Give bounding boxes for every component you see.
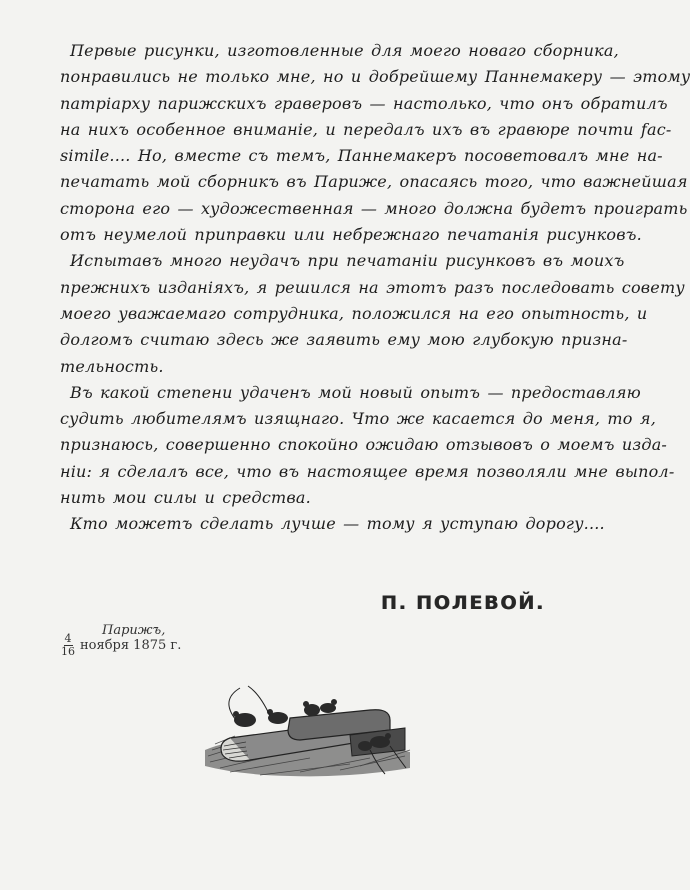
text-line: понравились не только мне, но и добрейшему Паннемакеру — этому [60, 67, 690, 87]
text-line: на нихъ особенное вниманіе, и передалъ ихъ въ гравюре почти fac- [60, 119, 672, 139]
text-line: признаюсь, совершенно спокойно ожидаю отзывовъ о моемъ изда- [60, 435, 668, 455]
text-line: нить мои силы и средства. [60, 488, 311, 508]
date [61, 633, 181, 658]
mice-on-books-vignette [200, 680, 420, 780]
day-numerator: 4 [64, 632, 72, 645]
text-line: долгомъ считаю здесь же заявить ему мою глубокую призна- [60, 330, 628, 350]
text-line: печатать мой сборникъ въ Париже, опасаясь того, что важнейшая [60, 172, 688, 192]
text-line: отъ неумелой приправки или небрежнаго печатанія рисунковъ. [60, 225, 642, 245]
text-line: Въ какой степени удаченъ мой новый опытъ — предоставляю [70, 382, 641, 402]
text-line: Первые рисунки, изготовленные для моего новаго сборника, [70, 41, 619, 60]
place-of-writing: Парижъ, [102, 623, 166, 638]
text-line: патріарху парижскихъ граверовъ — настолько, что онъ обратилъ [60, 93, 668, 113]
author-signature: П. ПОЛЕВОЙ. [381, 592, 546, 614]
text-line: прежнихъ изданіяхъ, я решился на этотъ разъ последовать совету [60, 277, 685, 297]
text-line: судить любителямъ изящнаго. Что же касается до меня, то я, [60, 409, 656, 429]
text-line: Испытавъ много неудачъ при печатаніи рисунковъ въ моихъ [70, 251, 625, 271]
text-line: ніи: я сделалъ все, что въ настоящее время позволяли мне выпол- [60, 461, 675, 481]
day-fraction [61, 633, 75, 658]
text-line: simile.... Но, вместе съ темъ, Паннемакеръ посоветовалъ мне на- [60, 146, 663, 166]
text-line: тельность. [60, 356, 164, 376]
text-line: сторона его — художественная — много должна будетъ проиграть [60, 198, 688, 218]
text-line: Кто можетъ сделать лучше — тому я уступаю дорогу.... [70, 514, 605, 534]
preface-text [60, 38, 690, 538]
text-line: моего уважаемаго сотрудника, положился на его опытность, и [60, 303, 648, 323]
date-text: ноября 1875 г. [80, 638, 182, 653]
day-denominator: 16 [61, 645, 75, 658]
